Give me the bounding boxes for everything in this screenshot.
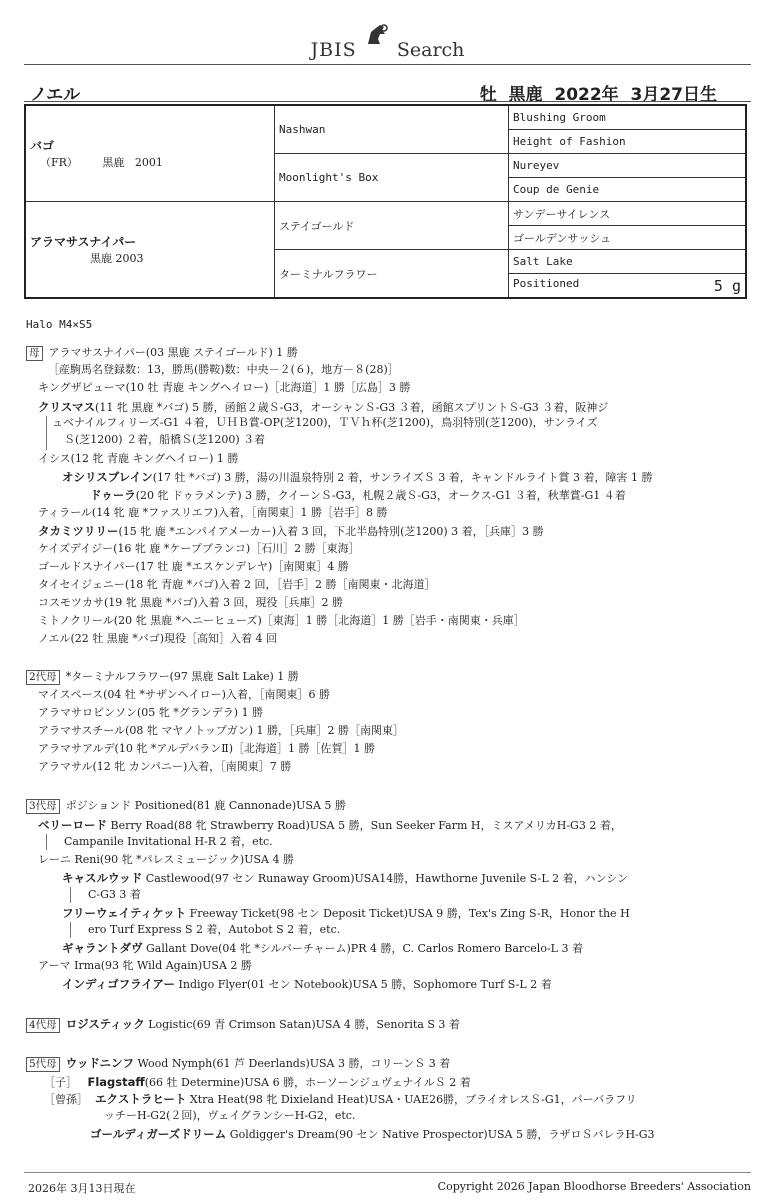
great-grandparent-2[interactable]: Height of Fashion: [509, 130, 747, 154]
list-item-text: Xtra Heat(98 牝 Dixieland Heat)USA・UAE26勝，ブライオレスＳ-G1，バーバラフリ: [186, 1093, 637, 1106]
list-item: イシス(12 牝 青鹿 キングヘイロー) 1 勝: [38, 452, 239, 465]
grandparent-1[interactable]: Nashwan: [275, 105, 509, 154]
logo-text-jbis: JBIS: [310, 39, 357, 61]
second-dam-line: [26, 668, 299, 686]
list-item-text: (15 牝 鹿 *エンパイアメーカー)入着 3 回，下北半島特別(芝1200) 3 着，［兵庫］3 勝: [118, 525, 544, 538]
list-item: タイセイジェニー(18 牝 青鹿 *バゴ)入着 2 回，［岩手］2 勝［南関東・北海道］: [38, 578, 436, 591]
list-item: ケイズデイジー(16 牝 鹿 *ケープブランコ)［石川］2 勝［東海］: [38, 542, 360, 555]
indent-bar: [70, 887, 71, 903]
list-item: アラマサアルデ(10 牝 *アルデバランⅡ)［北海道］1 勝［佐賀］1 勝: [38, 742, 375, 755]
horse-name-bold[interactable]: インディゴフライアー: [62, 977, 176, 991]
relation-label: ［子］: [44, 1076, 77, 1089]
dam-stats: ［産駒馬名登録数：13，勝馬(勝鞍)数：中央－２(６)，地方－８(28)］: [48, 363, 399, 376]
list-item-text: Gallant Dove(04 牝 *シルバーチャーム)PR 4 勝，C. Carlos Romero Barcelo-L 3 着: [142, 942, 583, 955]
logo-text-search: Search: [396, 39, 465, 61]
list-item-cont: ero Turf Express S 2 着，Autobot S 2 着，etc.: [88, 923, 341, 936]
horse-name-bold[interactable]: ゴールディガーズドリーム: [90, 1127, 227, 1141]
dam-line-text: アラマサスナイパー(03 黒鹿 ステイゴールド) 1 勝: [48, 346, 298, 359]
third-dam-tag: 3代母: [26, 799, 60, 814]
list-item-cont: C-G3 3 着: [88, 888, 141, 901]
jbis-logo[interactable]: [0, 8, 775, 61]
list-item-text: Castlewood(97 セン Runaway Groom)USA14勝，Hawthorne Juvenile S-L 2 着，ハンシン: [142, 872, 629, 885]
sire-cell: [25, 105, 275, 202]
list-item: ゴールドスナイパー(17 牡 鹿 *エスケンデレヤ)［南関東］4 勝: [38, 560, 349, 573]
fifth-dam-tag: 5代母: [26, 1057, 60, 1072]
fourth-dam-line: [26, 1015, 460, 1034]
third-dam-text: ポジションド Positioned(81 鹿 Cannonade)USA 5 勝: [65, 799, 346, 812]
header-rule: [24, 64, 751, 65]
dam-cell: [25, 202, 275, 299]
horse-name-bold[interactable]: クリスマス: [38, 400, 96, 414]
dam-line: [26, 344, 298, 362]
great-grandparent-7[interactable]: Salt Lake: [509, 250, 747, 274]
horse-name-bold[interactable]: Flagstaff: [87, 1075, 145, 1089]
great-grandparent-6[interactable]: ゴールデンサッシュ: [509, 226, 747, 250]
dam-tag: 母: [26, 346, 43, 361]
horse-info: 牡 黒鹿 2022年 3月27日生: [479, 85, 717, 105]
list-item: ミトノクリール(20 牝 黒鹿 *ヘニーヒューズ)［東海］1 勝［北海道］1 勝［岩手・南関東・兵庫］: [38, 614, 525, 627]
grandparent-4[interactable]: ターミナルフラワー: [275, 250, 509, 299]
great-grandparent-4[interactable]: Coup de Genie: [509, 178, 747, 202]
horse-logo-icon: [362, 22, 392, 48]
second-dam-tag: 2代母: [26, 670, 60, 685]
list-item-text: (17 牡 *バゴ) 3 勝，湯の川温泉特別 2 着，サンライズＳ 3 着，キャンドルライト賞 3 着，障害 1 勝: [152, 471, 653, 484]
dam-detail: 黒鹿 2003: [90, 252, 144, 265]
fourth-dam-tag: 4代母: [26, 1018, 60, 1033]
great-grandparent-8: [509, 274, 747, 299]
pedigree-table: [24, 104, 747, 299]
indent-bar: [46, 834, 47, 850]
list-item: アラマサル(12 牝 カンパニー)入着，［南関東］7 勝: [38, 760, 292, 773]
list-item: レーニ Reni(90 牝 *パレスミュージック)USA 4 勝: [38, 853, 294, 866]
list-item-cont: Campanile Invitational H-R 2 着，etc.: [64, 835, 273, 848]
relation-label: ［曾孫］: [44, 1093, 88, 1106]
copyright: Copyright 2026 Japan Bloodhorse Breeders' Association: [437, 1180, 751, 1193]
horse-name-bold[interactable]: キャスルウッド: [62, 871, 143, 885]
horse-name-bold[interactable]: ベリーロード: [38, 818, 107, 832]
list-item-text: (66 牡 Determine)USA 6 勝，ホーソーンジュヴェナイルＳ 2 着: [144, 1076, 471, 1089]
grandparent-2[interactable]: Moonlight's Box: [275, 154, 509, 202]
list-item-cont: ッチーH-G2(２回)，ヴェイグランシーH-G2，etc.: [104, 1109, 356, 1122]
fifth-dam-text: Wood Nymph(61 芦 Deerlands)USA 3 勝，コリーンＳ 3 着: [134, 1057, 451, 1070]
list-item-cont: Ｓ(芝1200) ２着，船橋Ｓ(芝1200) ３着: [64, 433, 266, 446]
indent-bar: [46, 416, 47, 450]
list-item: [62, 939, 583, 958]
list-item: ノエル(22 牡 黒鹿 *バゴ)現役［高知］入着 4 回: [38, 632, 278, 645]
horse-name: ノエル: [30, 85, 81, 105]
horse-name-bold[interactable]: ドゥーラ: [90, 488, 136, 502]
list-item: コスモツカサ(19 牝 黒鹿 *バゴ)入着 3 回，現役［兵庫］2 勝: [38, 596, 344, 609]
horse-name-bold[interactable]: オシリスブレイン: [62, 470, 153, 484]
list-item-text: Goldigger's Dream(90 セン Native Prospector)USA 5 勝，ラザロＳバレラH-G3: [226, 1128, 655, 1141]
as-of-date: 2026年 3月13日現在: [28, 1182, 136, 1195]
great-grandparent-8-name[interactable]: Positioned: [513, 276, 580, 290]
great-grandparent-3[interactable]: Nureyev: [509, 154, 747, 178]
horse-name-bold[interactable]: フリーウェイティケット: [62, 906, 187, 920]
second-dam-text: *ターミナルフラワー(97 黒鹿 Salt Lake) 1 勝: [65, 670, 299, 683]
list-item: [38, 522, 544, 541]
list-item-text: Berry Road(88 牝 Strawberry Road)USA 5 勝，Sun Seeker Farm H，ミスアメリカH-G3 2 着，: [107, 819, 622, 832]
list-item: アラマサロビンソン(05 牝 *グランデラ) 1 勝: [38, 706, 264, 719]
list-item: [62, 869, 628, 888]
list-item-text: Freeway Ticket(98 セン Deposit Ticket)USA 9 勝，Tex's Zing S-R，Honor the H: [186, 907, 630, 920]
list-item-text: (20 牝 ドゥラメンテ) 3 勝，クイーンＳ-G3，札幌２歳Ｓ-G3，オークス-G1 ３着，秋華賞-G1 ４着: [135, 489, 626, 502]
list-item-text: Indigo Flyer(01 セン Notebook)USA 5 勝，Sophomore Turf S-L 2 着: [175, 978, 552, 991]
list-item: ティラール(14 牝 鹿 *ファスリエフ)入着，［南関東］1 勝［岩手］8 勝: [38, 506, 388, 519]
horse-name-bold[interactable]: ギャラントダヴ: [62, 941, 143, 955]
list-item: マイスペース(04 牡 *サザンヘイロー)入着，［南関東］6 勝: [38, 688, 330, 701]
sire-detail: （FR） 黒鹿 2001: [40, 156, 163, 169]
footer-rule: [24, 1172, 751, 1173]
title-rule: [24, 101, 751, 102]
list-item: [62, 975, 552, 994]
grandparent-3[interactable]: ステイゴールド: [275, 202, 509, 250]
horse-name-bold[interactable]: ウッドニンフ: [65, 1056, 134, 1070]
inbreeding-note: Halo M4×S5: [26, 318, 93, 331]
list-item: アラマサスチール(08 牝 マヤノトップガン) 1 勝，［兵庫］2 勝［南関東］: [38, 724, 405, 737]
horse-name-bold[interactable]: ロジスティック: [65, 1017, 145, 1031]
great-grandparent-5[interactable]: サンデーサイレンス: [509, 202, 747, 226]
fifth-dam-line: [26, 1054, 450, 1073]
indent-bar: [70, 922, 71, 938]
horse-name-bold[interactable]: エクストラヒート: [95, 1092, 187, 1106]
third-dam-line: [26, 797, 346, 815]
fourth-dam-text: Logistic(69 青 Crimson Satan)USA 4 勝，Senorita S 3 着: [144, 1018, 460, 1031]
list-item: [90, 1125, 655, 1144]
list-item-text: (11 牝 黒鹿 *バゴ) 5 勝，函館２歳Ｓ-G3，オーシャンＳ-G3 ３着，函館スプリントＳ-G3 ３着，阪神ジ: [95, 401, 609, 414]
list-item: [90, 486, 626, 505]
list-item: キングザピューマ(10 牡 青鹿 キングヘイロー)［北海道］1 勝［広島］3 勝: [38, 381, 411, 394]
sire-name[interactable]: バゴ: [30, 139, 55, 153]
list-item: [62, 468, 652, 487]
dam-name[interactable]: アラマサスナイパー: [30, 235, 137, 249]
great-grandparent-1[interactable]: Blushing Groom: [509, 105, 747, 130]
family-number: 5 g: [713, 276, 741, 295]
horse-name-bold[interactable]: タカミツリリー: [38, 524, 119, 538]
list-item: アーマ Irma(93 牝 Wild Again)USA 2 勝: [38, 959, 252, 972]
list-item-cont: ュベナイルフィリーズ-G1 ４着，ＵＨＢ賞-OP(芝1200)，ＴＶｈ杯(芝1200)，鳥羽特別(芝1200)，サンライズ: [52, 416, 598, 429]
